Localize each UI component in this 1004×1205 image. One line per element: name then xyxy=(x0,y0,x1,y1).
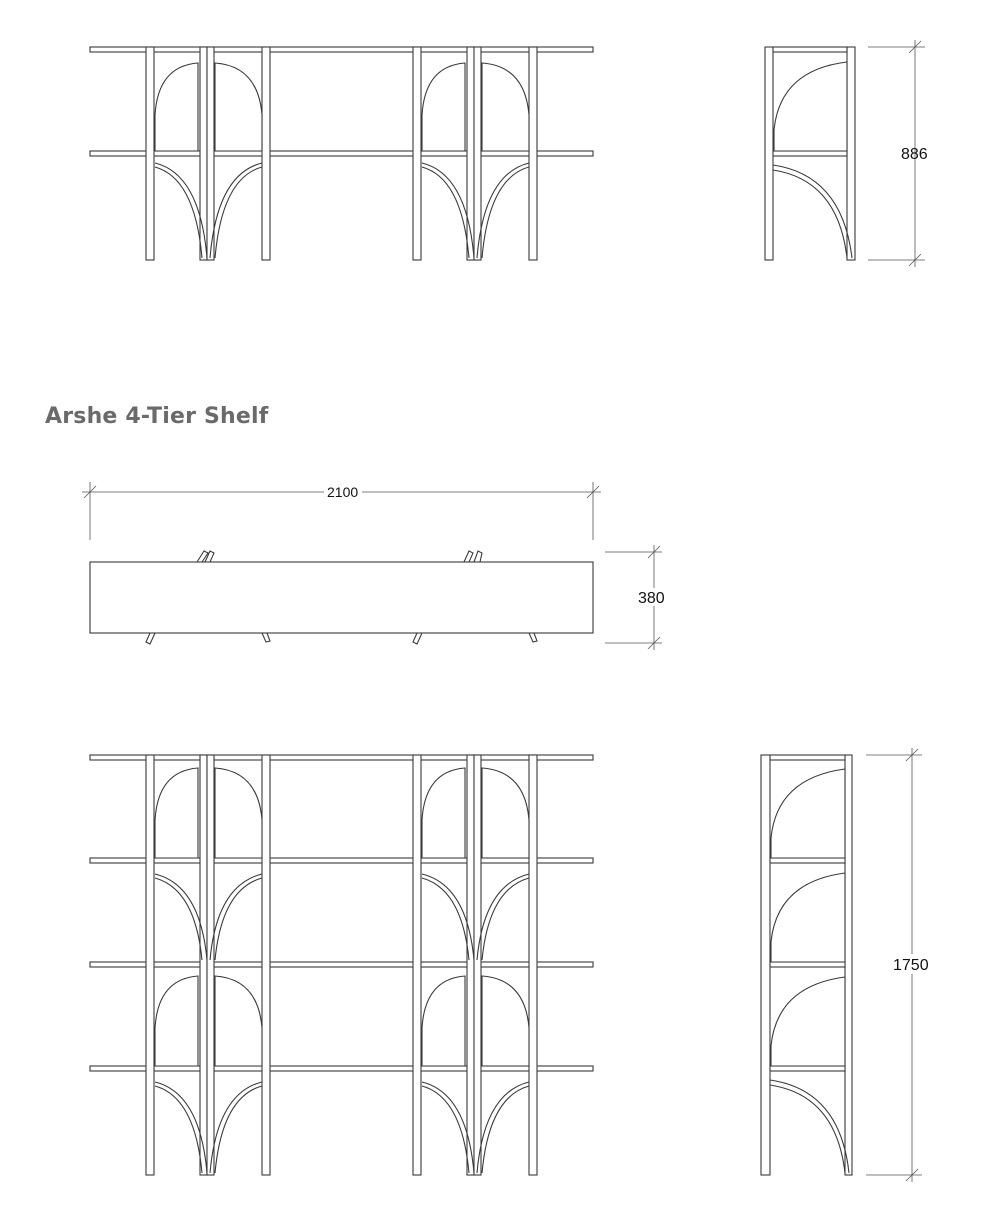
four-tier-side-elevation xyxy=(761,755,852,1175)
height-dimension-two-tier xyxy=(868,40,928,267)
four-tier-front-elevation xyxy=(90,755,593,1175)
dimension-label-886: 886 xyxy=(901,146,928,163)
two-tier-front-elevation xyxy=(90,47,593,260)
section-title: Arshe 4-Tier Shelf xyxy=(45,404,269,429)
two-tier-side-elevation xyxy=(765,47,855,260)
dimension-label-1750: 1750 xyxy=(893,957,929,974)
dimension-label-2100: 2100 xyxy=(327,484,359,500)
height-dimension-four-tier xyxy=(866,748,934,1182)
four-tier-plan-view xyxy=(82,482,672,650)
dimension-label-380: 380 xyxy=(638,590,665,607)
